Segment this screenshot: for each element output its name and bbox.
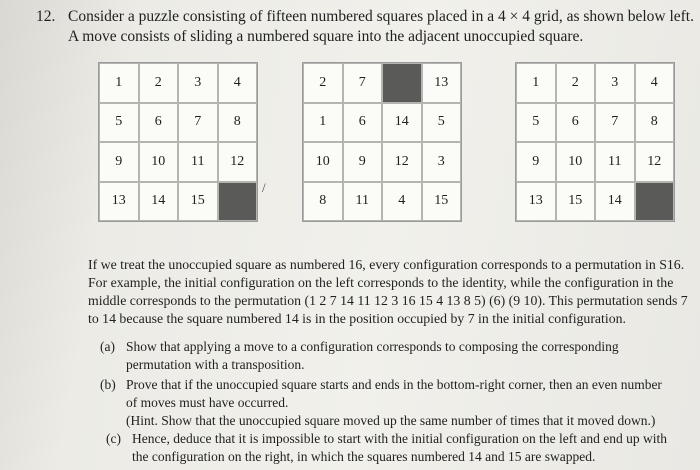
empty-square bbox=[382, 63, 422, 103]
tile: 4 bbox=[218, 63, 258, 103]
tile: 4 bbox=[635, 63, 675, 103]
stray-pen-mark: / bbox=[262, 180, 266, 195]
tile: 14 bbox=[382, 103, 422, 143]
tile: 8 bbox=[303, 182, 343, 222]
tile: 5 bbox=[516, 103, 556, 143]
tile: 14 bbox=[139, 182, 179, 222]
tile: 10 bbox=[139, 142, 179, 182]
middle-configuration-grid bbox=[302, 62, 462, 222]
tile: 15 bbox=[422, 182, 462, 222]
part-b-label: (b) bbox=[100, 377, 116, 392]
tile: 11 bbox=[343, 182, 383, 222]
empty-square bbox=[218, 182, 258, 222]
tile: 3 bbox=[595, 63, 635, 103]
tile: 4 bbox=[382, 182, 422, 222]
permutation-paragraph: If we treat the unoccupied square as numbered 16, every configuration corresponds to a permutation in S16. For example, the initial configuration on the left corresponds to the identity, while the configuration in the middle corresponds to the permutation (1 2 7 14 11 12 3 16 15 4 13 8 5) (6) (9 10). This permutation sends 7 to 14 because the square numbered 14 is in the position occupied by 7 in the initial configuration. bbox=[88, 257, 688, 326]
tile: 5 bbox=[99, 103, 139, 143]
tile: 6 bbox=[556, 103, 596, 143]
tile: 14 bbox=[595, 182, 635, 222]
tile: 7 bbox=[343, 63, 383, 103]
part-a-text: Show that applying a move to a configuration corresponds to composing the corresponding permutation with a transposition. bbox=[126, 339, 619, 372]
initial-configuration-grid bbox=[98, 62, 258, 222]
tile: 9 bbox=[99, 142, 139, 182]
tile: 2 bbox=[303, 63, 343, 103]
tile: 8 bbox=[635, 103, 675, 143]
tile: 2 bbox=[556, 63, 596, 103]
part-b-text: Prove that if the unoccupied square starts and ends in the bottom-right corner, then an even number of moves must have occurred. bbox=[126, 377, 662, 410]
tile: 1 bbox=[99, 63, 139, 103]
tile: 6 bbox=[343, 103, 383, 143]
question-number: 12. bbox=[36, 8, 56, 25]
tile: 3 bbox=[422, 142, 462, 182]
tile: 12 bbox=[382, 142, 422, 182]
tile: 2 bbox=[139, 63, 179, 103]
tile: 13 bbox=[422, 63, 462, 103]
tile: 9 bbox=[516, 142, 556, 182]
part-b-hint: (Hint. Show that the unoccupied square moved up the same number of times that it moved down.) bbox=[126, 413, 656, 428]
tile: 12 bbox=[218, 142, 258, 182]
tile: 11 bbox=[178, 142, 218, 182]
tile: 1 bbox=[303, 103, 343, 143]
part-c-label: (c) bbox=[106, 431, 121, 446]
part-b-body bbox=[126, 376, 666, 430]
tile: 13 bbox=[99, 182, 139, 222]
tile: 1 bbox=[516, 63, 556, 103]
empty-square bbox=[635, 182, 675, 222]
tile: 13 bbox=[516, 182, 556, 222]
tile: 10 bbox=[303, 142, 343, 182]
tile: 3 bbox=[178, 63, 218, 103]
tile: 6 bbox=[139, 103, 179, 143]
tile: 11 bbox=[595, 142, 635, 182]
part-a-label: (a) bbox=[100, 339, 115, 354]
final-configuration-grid bbox=[515, 62, 675, 222]
tile: 7 bbox=[595, 103, 635, 143]
part-c-text: Hence, deduce that it is impossible to start with the initial configuration on the left and end up with the configuration on the right, in which the squares numbered 14 and 15 are swapped. bbox=[132, 431, 668, 464]
tile: 5 bbox=[422, 103, 462, 143]
tile: 15 bbox=[556, 182, 596, 222]
tile: 7 bbox=[178, 103, 218, 143]
tile: 9 bbox=[343, 142, 383, 182]
tile: 15 bbox=[178, 182, 218, 222]
tile: 8 bbox=[218, 103, 258, 143]
tile: 12 bbox=[635, 142, 675, 182]
question-intro: Consider a puzzle consisting of fifteen numbered squares placed in a 4 × 4 grid, as shown below left. A move consists of sliding a numbered square into the adjacent unoccupied square. bbox=[68, 8, 694, 45]
tile: 10 bbox=[556, 142, 596, 182]
